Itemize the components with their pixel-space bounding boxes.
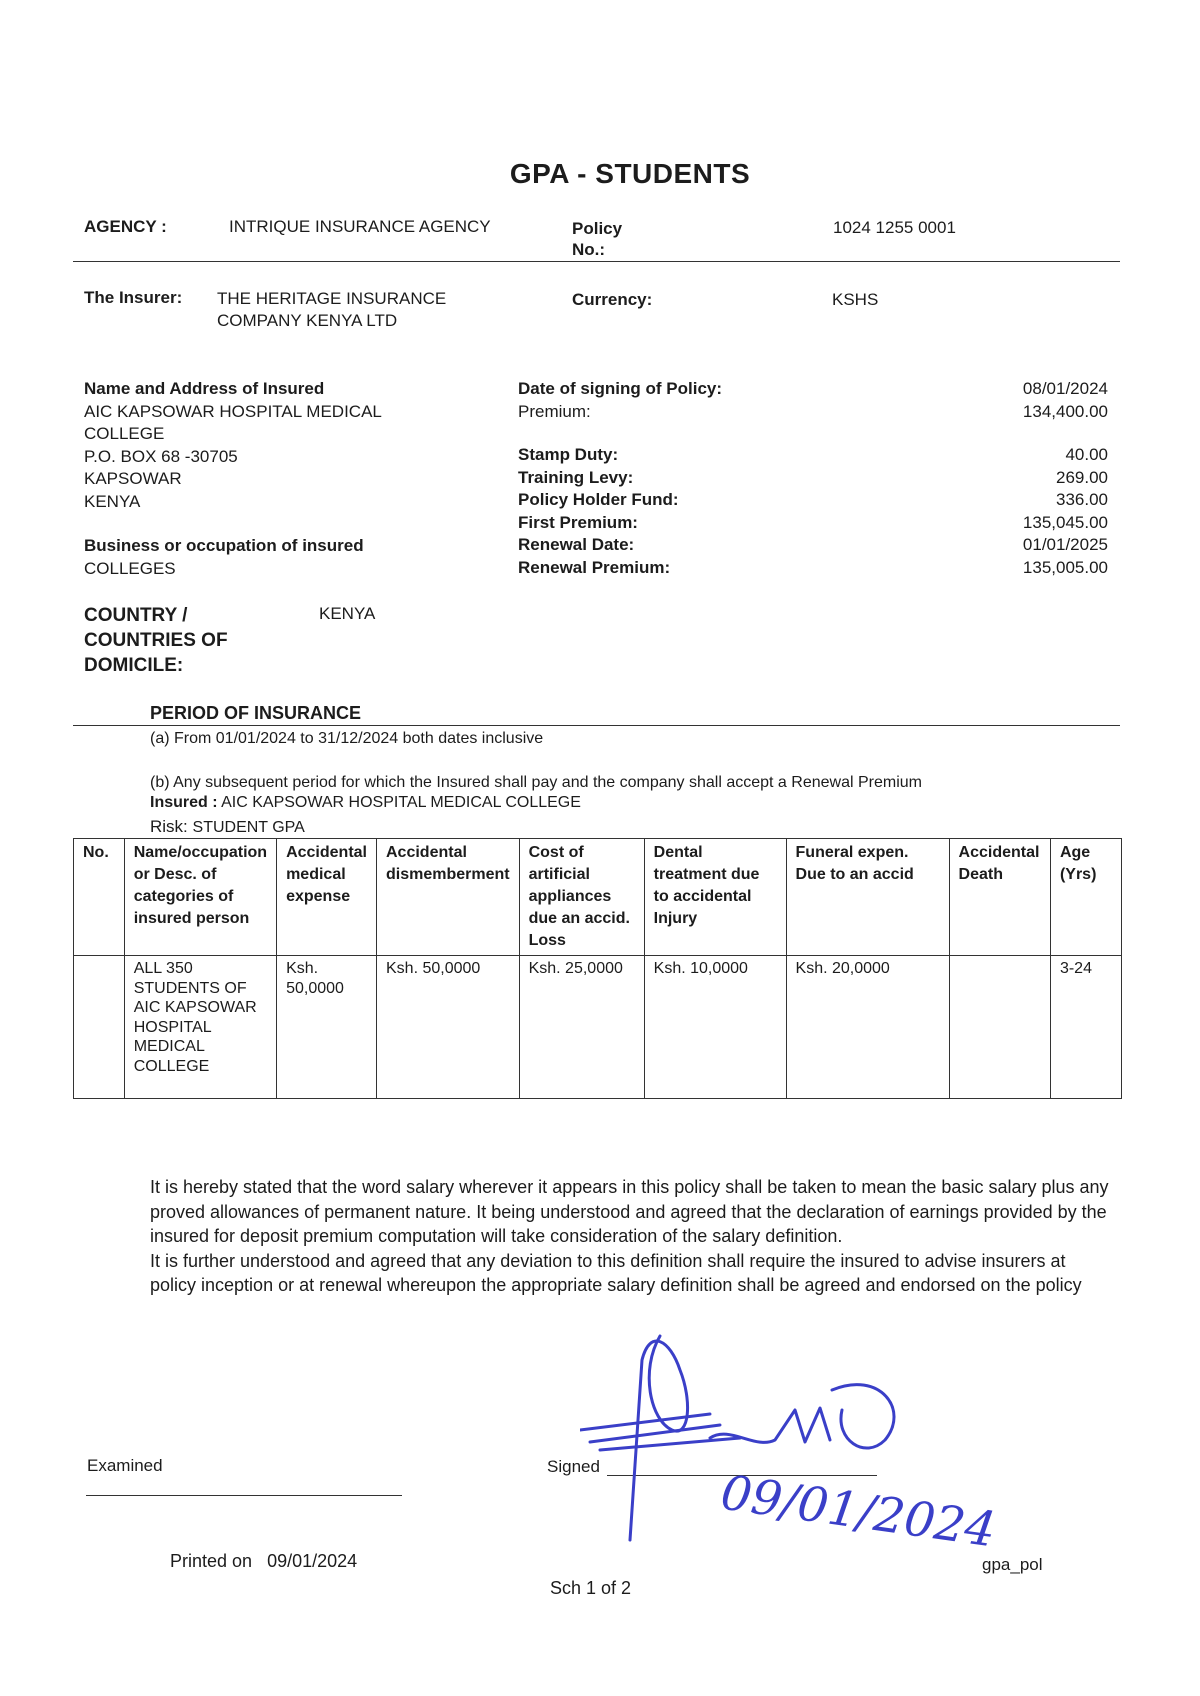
table-cell: Ksh. 10,0000: [644, 956, 786, 1099]
signed-label: Signed: [547, 1457, 600, 1476]
agency-value: INTRIQUE INSURANCE AGENCY: [229, 217, 491, 236]
col-header: Dental treatment due to accidental Injury: [644, 839, 786, 956]
insured-heading: Name and Address of Insured: [84, 379, 325, 398]
table-cell: ALL 350 STUDENTS OF AIC KAPSOWAR HOSPITAL MEDICAL COLLEGE: [124, 956, 276, 1099]
fin-row: Renewal Date: 01/01/2025: [518, 535, 1108, 554]
policy-label: Policy No.:: [572, 219, 623, 259]
clause-paragraph: It is further understood and agreed that any deviation to this definition shall require the insured to advise insurers at policy inception or at renewal whereupon the appropriate salary definition shall be agreed and endorsed on the policy: [150, 1250, 1082, 1295]
table-cell: Ksh. 50,0000: [277, 956, 377, 1099]
table-cell: 3-24: [1050, 956, 1121, 1099]
policy-number: 1024 1255 0001: [833, 218, 956, 237]
table-cell: [74, 956, 125, 1099]
header-divider: [73, 261, 1120, 262]
insured-line: Insured : AIC KAPSOWAR HOSPITAL MEDICAL COLLEGE: [150, 794, 581, 811]
fin-row: Renewal Premium: 135,005.00: [518, 557, 1108, 577]
document-title: GPA - STUDENTS: [509, 158, 751, 189]
period-line-b: (b) Any subsequent period for which the Insured shall pay and the company shall accept a Renewal Premium: [150, 774, 922, 791]
col-header: Accidental dismemberment: [377, 839, 520, 956]
fin-row: Stamp Duty: 40.00: [518, 445, 1108, 464]
examined-label: Examined: [87, 1456, 163, 1475]
agency-label: AGENCY :: [84, 217, 167, 236]
table-cell: [949, 956, 1050, 1099]
fin-spacer: [518, 423, 1108, 444]
col-header: Name/occupation or Desc. of categories of insured person: [124, 839, 276, 956]
fin-row: Date of signing of Policy: 08/01/2024: [518, 379, 1108, 398]
handwritten-date: 09/01/2024: [717, 1464, 1000, 1559]
insurer-name: THE HERITAGE INSURANCE COMPANY KENYA LTD: [217, 289, 447, 330]
risk-line: Risk: STUDENT GPA: [150, 817, 305, 836]
address-line: KAPSOWAR: [84, 469, 182, 488]
printed-on: Printed on 09/01/2024: [170, 1551, 358, 1571]
insurer-label: The Insurer:: [84, 288, 183, 307]
clause-paragraph: It is hereby stated that the word salary wherever it appears in this policy shall be taken to mean the basic salary plus any proved allowances of permanent nature. It being understood and agreed that the declaration of earnings provided by the insured for deposit premium computation will take consideration of the salary definition.: [150, 1177, 1109, 1246]
fin-row: Policy Holder Fund: 336.00: [518, 490, 1108, 509]
table-cell: Ksh. 20,0000: [786, 956, 949, 1099]
fin-row: First Premium: 135,045.00: [518, 512, 1108, 532]
fin-row: Training Levy: 269.00: [518, 467, 1108, 487]
examined-line: [86, 1495, 402, 1496]
address-line: COLLEGE: [84, 424, 165, 443]
signature-stroke: [832, 1385, 894, 1448]
insured-block: [84, 378, 382, 513]
table-cell: Ksh. 50,0000: [377, 956, 520, 1099]
period-heading: PERIOD OF INSURANCE: [150, 703, 362, 723]
risk-table: [73, 838, 1122, 1099]
address-line: KENYA: [84, 491, 141, 511]
form-code: gpa_pol: [982, 1555, 1043, 1574]
col-header: Age (Yrs): [1050, 839, 1121, 956]
business-value: COLLEGES: [84, 558, 176, 578]
business-block: [84, 535, 364, 580]
col-header: Accidental Death: [949, 839, 1050, 956]
financials-block: [518, 378, 1108, 579]
currency-label: Currency:: [572, 290, 653, 309]
signature-stroke: [710, 1408, 830, 1442]
period-divider: [73, 725, 1120, 726]
address-line: AIC KAPSOWAR HOSPITAL MEDICAL: [84, 401, 382, 421]
salary-clause: [150, 1175, 1110, 1298]
fin-row: Premium: 134,400.00: [518, 401, 1108, 421]
business-label: Business or occupation of insured: [84, 536, 364, 555]
table-row: [74, 956, 1122, 1099]
col-header: Cost of artificial appliances due an accid. Loss: [519, 839, 644, 956]
schedule-label: Sch 1 of 2: [550, 1578, 632, 1598]
col-header: No.: [74, 839, 125, 956]
signature-stroke: [630, 1336, 688, 1540]
table-header-row: [74, 839, 1122, 956]
table-cell: Ksh. 25,0000: [519, 956, 644, 1099]
currency-value: KSHS: [832, 290, 879, 309]
period-line-a: (a) From 01/01/2024 to 31/12/2024 both dates inclusive: [150, 730, 544, 747]
col-header: Accidental medical expense: [277, 839, 377, 956]
col-header: Funeral expen. Due to an accid: [786, 839, 949, 956]
address-line: P.O. BOX 68 -30705: [84, 446, 238, 466]
signature-stroke: [580, 1414, 740, 1450]
country-label: COUNTRY / COUNTRIES OF DOMICILE:: [84, 605, 228, 676]
country-value: KENYA: [319, 604, 376, 623]
signature-image: [580, 1330, 1000, 1560]
